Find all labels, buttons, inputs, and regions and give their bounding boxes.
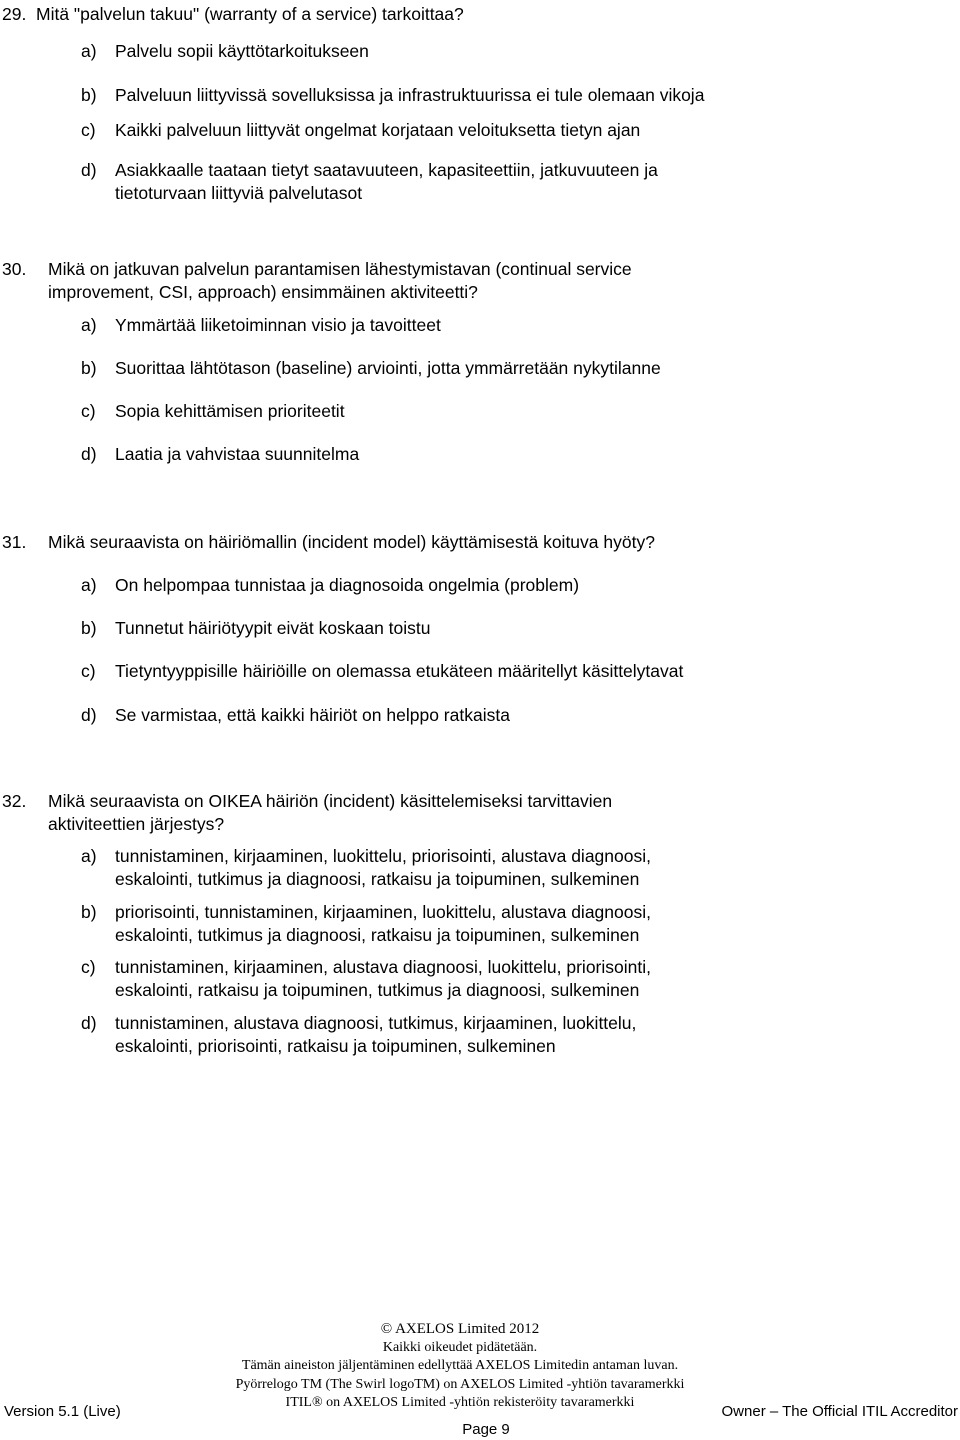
option-letter: d) bbox=[81, 160, 97, 180]
copyright-notice bbox=[190, 1320, 730, 1413]
page-number bbox=[0, 1421, 960, 1438]
option-text: Suorittaa lähtötason (baseline) arviointi, jotta ymmärretään nykytilanne bbox=[115, 358, 661, 378]
question-text: Mitä "palvelun takuu" (warranty of a service) tarkoittaa? bbox=[36, 4, 464, 24]
option-letter: c) bbox=[81, 661, 96, 681]
option-letter: b) bbox=[81, 618, 97, 638]
question-number: 31. bbox=[2, 532, 27, 552]
question-text: Mikä on jatkuvan palvelun parantamisen lähestymistavan (continual service improvement, CSI, approach) ensimmäinen aktiviteetti? bbox=[48, 259, 632, 302]
option-text: tunnistaminen, kirjaaminen, luokittelu, priorisointi, alustava diagnoosi, eskalointi, tutkimus ja diagnoosi, ratkaisu ja toipuminen, sulkeminen bbox=[115, 846, 651, 889]
option-letter: a) bbox=[81, 315, 97, 335]
question-text: Mikä seuraavista on häiriömallin (incident model) käyttämisestä koituva hyöty? bbox=[48, 532, 655, 552]
itil-trademark-line: ITIL® on AXELOS Limited -yhtiön rekisteröity tavaramerkki bbox=[285, 1395, 635, 1410]
option-text: Se varmistaa, että kaikki häiriöt on helppo ratkaista bbox=[115, 705, 510, 725]
option-text: priorisointi, tunnistaminen, kirjaaminen, luokittelu, alustava diagnoosi, eskalointi, tutkimus ja diagnoosi, ratkaisu ja toipuminen, sulkeminen bbox=[115, 902, 651, 945]
rights-line: Kaikki oikeudet pidätetään. bbox=[382, 1339, 538, 1355]
swirl-trademark-line: Pyörrelogo TM (The Swirl logoTM) on AXELOS Limited -yhtiön tavaramerkki bbox=[235, 1376, 685, 1392]
option-letter: a) bbox=[81, 41, 97, 61]
question-number: 30. bbox=[2, 259, 27, 279]
option-letter: b) bbox=[81, 358, 97, 378]
option-text: tunnistaminen, alustava diagnoosi, tutkimus, kirjaaminen, luokittelu, eskalointi, priorisointi, ratkaisu ja toipuminen, sulkeminen bbox=[115, 1013, 637, 1056]
page-number-text: Page 9 bbox=[462, 1421, 510, 1438]
question-text: Mikä seuraavista on OIKEA häiriön (incident) käsittelemiseksi tarvittavien aktiviteettien järjestys? bbox=[48, 791, 613, 834]
option-text: On helpompaa tunnistaa ja diagnosoida ongelmia (problem) bbox=[115, 575, 580, 595]
option-letter: b) bbox=[81, 85, 97, 105]
option-text: Sopia kehittämisen prioriteetit bbox=[115, 401, 345, 421]
option-letter: a) bbox=[81, 846, 97, 866]
option-letter: d) bbox=[81, 705, 97, 725]
option-text: Tietyntyyppisille häiriöille on olemassa etukäteen määritellyt käsittelytavat bbox=[115, 661, 684, 681]
option-letter: b) bbox=[81, 902, 97, 922]
option-letter: c) bbox=[81, 957, 96, 977]
option-text: Asiakkaalle taataan tietyt saatavuuteen, kapasiteettiin, jatkuvuuteen ja tietoturvaan liittyviä palvelutasot bbox=[115, 160, 658, 203]
question-number: 29. bbox=[2, 4, 27, 24]
question-number: 32. bbox=[2, 791, 27, 811]
option-text: Kaikki palveluun liittyvät ongelmat korjataan veloituksetta tietyn ajan bbox=[115, 120, 641, 140]
option-letter: a) bbox=[81, 575, 97, 595]
option-text: tunnistaminen, kirjaaminen, alustava diagnoosi, luokittelu, priorisointi, eskalointi, ratkaisu ja toipuminen, tutkimus ja diagnoosi, sulkeminen bbox=[115, 957, 651, 1000]
option-text: Palvelu sopii käyttötarkoitukseen bbox=[115, 41, 369, 61]
option-text: Laatia ja vahvistaa suunnitelma bbox=[115, 444, 360, 464]
option-letter: c) bbox=[81, 401, 96, 421]
option-letter: d) bbox=[81, 444, 97, 464]
option-text: Tunnetut häiriötyypit eivät koskaan toistu bbox=[115, 618, 431, 638]
version-label: Version 5.1 (Live) bbox=[4, 1403, 121, 1420]
option-letter: d) bbox=[81, 1013, 97, 1033]
option-text: Palveluun liittyvissä sovelluksissa ja infrastruktuurissa ei tule olemaan vikoja bbox=[115, 85, 705, 105]
reproduction-line: Tämän aineiston jäljentäminen edellyttää AXELOS Limitedin antaman luvan. bbox=[241, 1358, 679, 1373]
option-letter: c) bbox=[81, 120, 96, 140]
copyright-line: © AXELOS Limited 2012 bbox=[380, 1321, 540, 1337]
option-text: Ymmärtää liiketoiminnan visio ja tavoitteet bbox=[115, 315, 441, 335]
owner-label: Owner – The Official ITIL Accreditor bbox=[721, 1403, 958, 1420]
